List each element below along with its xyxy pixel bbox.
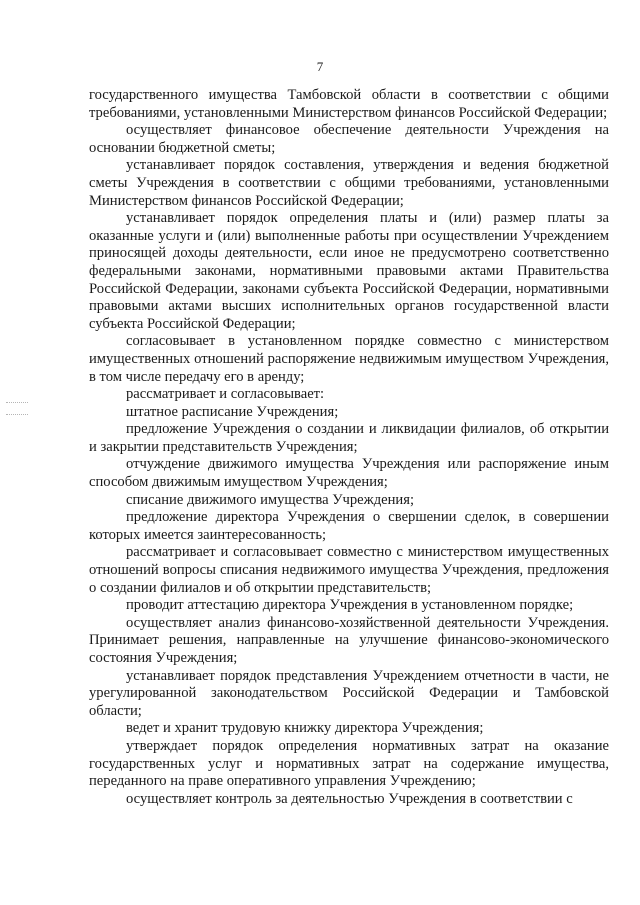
paragraph: отчуждение движимого имущества Учреждения или распоряжение иным способом движимым имуществом Учреждения; [89, 456, 609, 491]
paragraph: предложение Учреждения о создании и ликвидации филиалов, об открытии и закрытии представительств Учреждения; [89, 421, 609, 455]
paragraph: штатное расписание Учреждения; [126, 403, 339, 420]
paragraph: списание движимого имущества Учреждения; [126, 491, 415, 508]
paragraph: осуществляет контроль за деятельностью Учреждения в соответствии с [126, 790, 573, 807]
paragraph: ведет и хранит трудовую книжку директора Учреждения; [126, 720, 484, 737]
paragraph: устанавливает порядок определения платы и (или) размер платы за оказанные услуги и (или) выполненные работы при осуществлении Учреждением приносящей доходы деятельности, если иное не предусмотрено соответственно федеральными законами, нормативными правовыми актами Правительства Российской Федерации, законами субъекта Российской Федерации, нормативными правовыми актами высших исполнительных органов государственной власти субъекта Российской Федерации; [89, 210, 609, 332]
margin-scan-mark [6, 402, 28, 404]
margin-scan-mark [6, 414, 28, 416]
paragraph: рассматривает и согласовывает: [126, 386, 325, 403]
paragraph: согласовывает в установленном порядке совместно с министерством имущественных отношений распоряжение недвижимым имуществом Учреждения, в том числе передачу его в аренду; [89, 333, 609, 385]
paragraph: осуществляет анализ финансово-хозяйственной деятельности Учреждения. Принимает решения, направленные на улучшение финансово-экономического состояния Учреждения; [89, 614, 609, 666]
document-body [89, 87, 609, 808]
paragraph: предложение директора Учреждения о свершении сделок, в совершении которых имеется заинтересованность; [89, 509, 609, 543]
paragraph: рассматривает и согласовывает совместно с министерством имущественных отношений вопросы списания недвижимого имущества Учреждения, предложения о создании филиалов и об открытии представительств; [89, 544, 609, 596]
page-number: 7 [316, 59, 324, 74]
paragraph: устанавливает порядок представления Учреждением отчетности в части, не урегулированной законодательством Российской Федерации и Тамбовской области; [89, 667, 609, 719]
paragraph: государственного имущества Тамбовской области в соответствии с общими требованиями, установленными Министерством финансов Российской Федерации; [89, 87, 609, 121]
paragraph: устанавливает порядок составления, утверждения и ведения бюджетной сметы Учреждения в соответствии с общими требованиями, установленными Министерством финансов Российской Федерации; [89, 157, 609, 209]
paragraph: утверждает порядок определения нормативных затрат на оказание государственных услуг и нормативных затрат на содержание имущества, переданного на праве оперативного управления Учреждению; [89, 737, 609, 790]
paragraph: проводит аттестацию директора Учреждения в установленном порядке; [126, 597, 574, 614]
paragraph: осуществляет финансовое обеспечение деятельности Учреждения на основании бюджетной сметы; [89, 122, 609, 156]
